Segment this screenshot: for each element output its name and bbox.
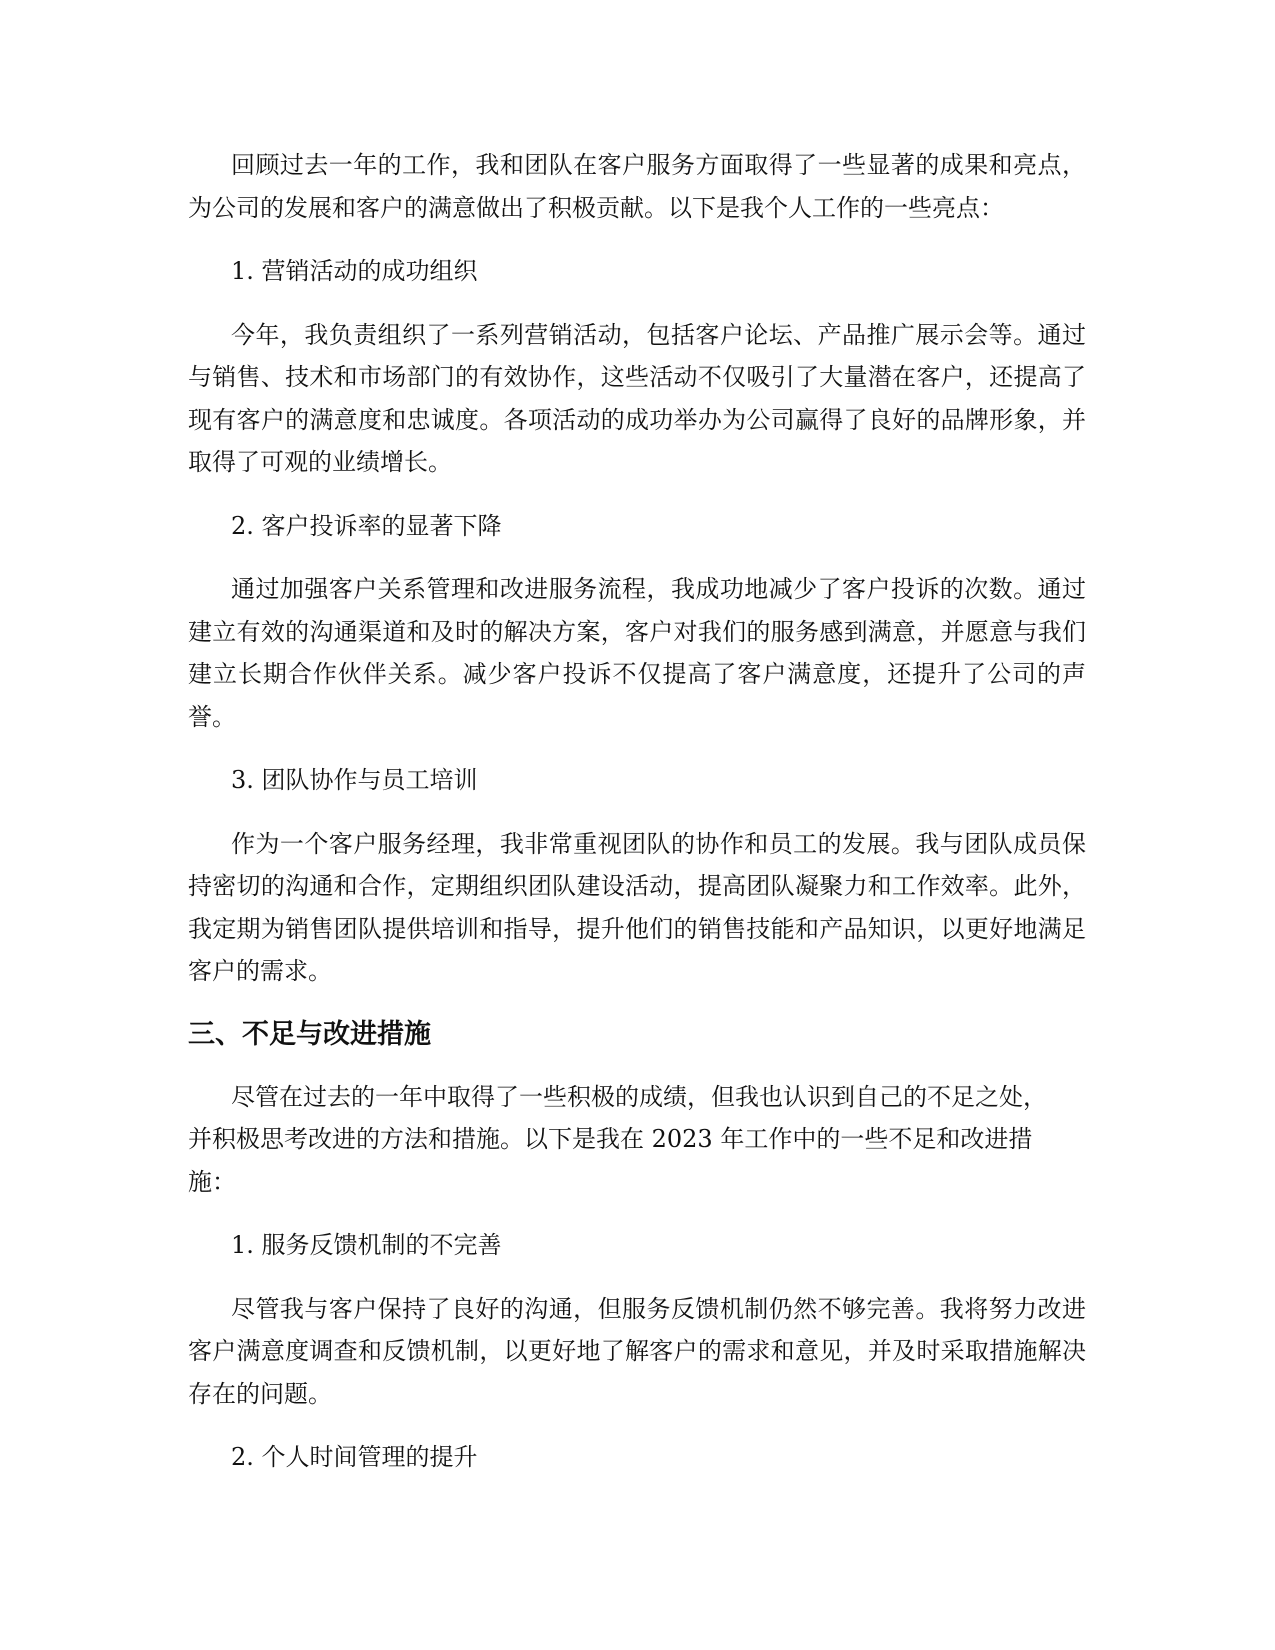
highlight-body-3: 作为一个客户服务经理，我非常重视团队的协作和员工的发展。我与团队成员保持密切的沟通和合作，定期组织团队建设活动，提高团队凝聚力和工作效率。此外，我定期为销售团队提供培训和指导，提升他们的销售技能和产品知识，以更好地满足客户的需求。: [188, 829, 1086, 985]
highlight-body-2: 通过加强客户关系管理和改进服务流程，我成功地减少了客户投诉的次数。通过建立有效的沟通渠道和及时的解决方案，客户对我们的服务感到满意，并愿意与我们建立长期合作伙伴关系。减少客户投诉不仅提高了客户满意度，还提升了公司的声誉。: [188, 575, 1086, 731]
highlight-body-1: 今年，我负责组织了一系列营销活动，包括客户论坛、产品推广展示会等。通过与销售、技术和市场部门的有效协作，这些活动不仅吸引了大量潜在客户，还提高了现有客户的满意度和忠诚度。各项活动的成功举办为公司赢得了良好的品牌形象，并取得了可观的业绩增长。: [188, 320, 1086, 476]
intro-paragraph: 回顾过去一年的工作，我和团队在客户服务方面取得了一些显著的成果和亮点，为公司的发展和客户的满意做出了积极贡献。以下是我个人工作的一些亮点：: [188, 151, 1086, 222]
highlight-title-3: 3. 团队协作与员工培训: [231, 766, 478, 794]
improvement-title-1: 1. 服务反馈机制的不完善: [231, 1231, 502, 1259]
section-intro-line-3: 施：: [188, 1167, 236, 1196]
highlight-title-1: 1. 营销活动的成功组织: [231, 257, 478, 285]
highlight-title-2: 2. 客户投诉率的显著下降: [231, 511, 502, 540]
section-intro-line-1: 尽管在过去的一年中取得了一些积极的成绩，但我也认识到自己的不足之处，: [231, 1082, 1047, 1111]
section-heading: 三、不足与改进措施: [188, 1018, 431, 1050]
section-intro-paragraph: [188, 1076, 1086, 1204]
improvement-body-1: 尽管我与客户保持了良好的沟通，但服务反馈机制仍然不够完善。我将努力改进客户满意度调查和反馈机制，以更好地了解客户的需求和意见，并及时采取措施解决存在的问题。: [188, 1294, 1086, 1408]
document-page: [188, 144, 1086, 1500]
improvement-title-2: 2. 个人时间管理的提升: [231, 1443, 478, 1471]
section-intro-line-2: 并积极思考改进的方法和措施。以下是我在 2023 年工作中的一些不足和改进措: [188, 1125, 1033, 1153]
